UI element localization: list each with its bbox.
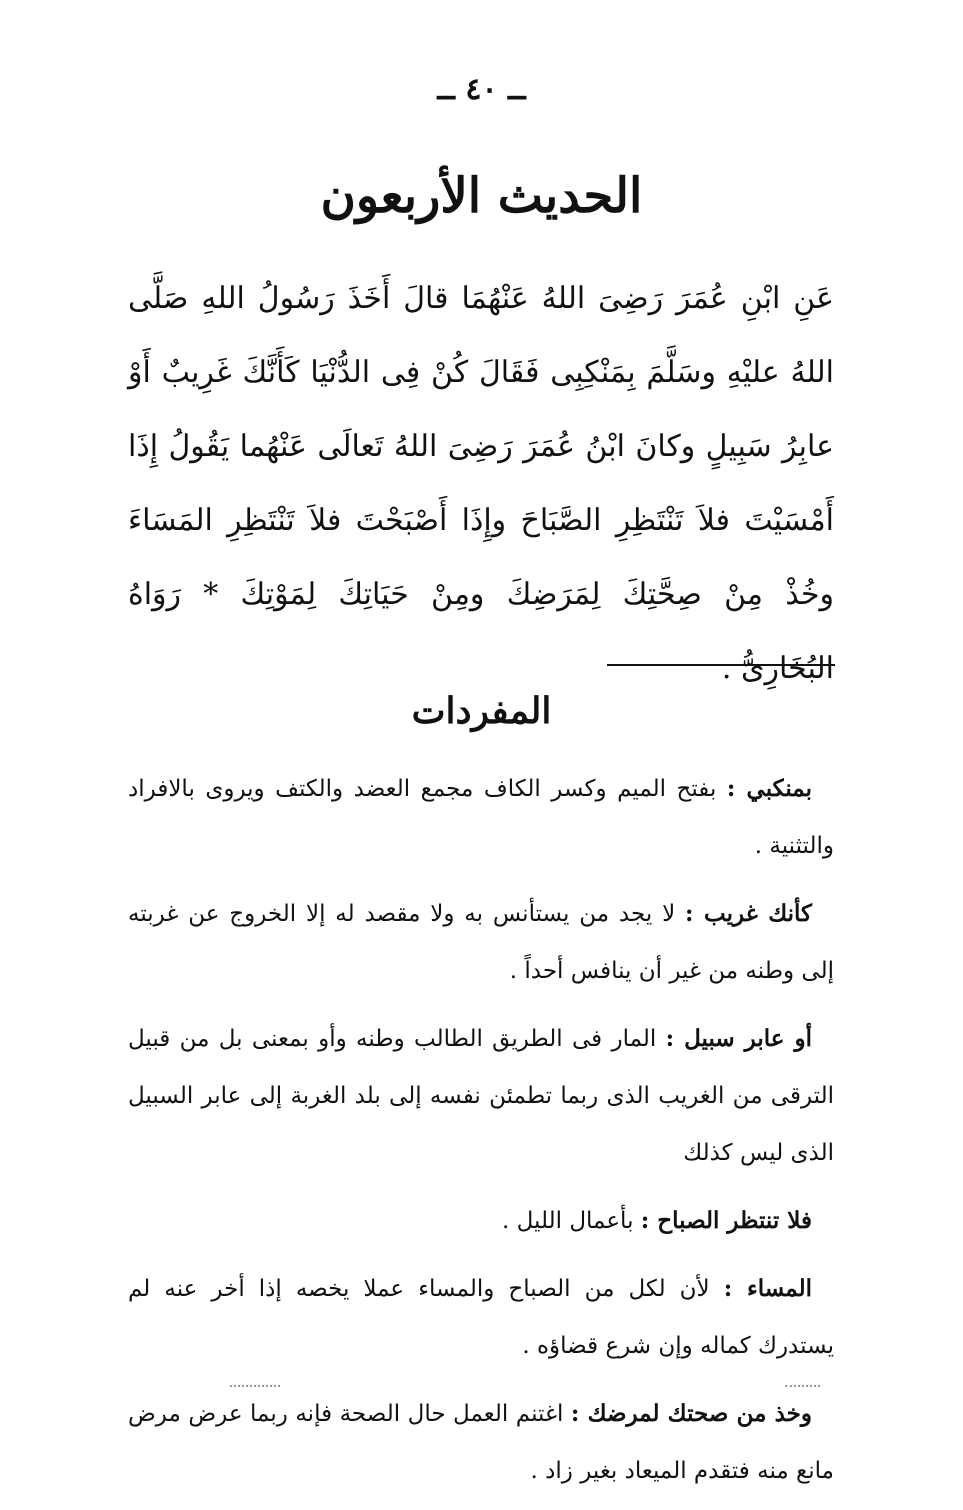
entry-definition: لا يجد من يستأنس به ولا مقصد له إلا الخروج عن غربته إلى وطنه من غير أن ينافس أحداً . bbox=[128, 901, 834, 984]
section-divider bbox=[607, 664, 835, 666]
scan-dots-left bbox=[230, 1385, 280, 1387]
scan-dots-right bbox=[785, 1385, 820, 1387]
entry-term: بمنكبي : bbox=[726, 775, 813, 802]
vocabulary-entry bbox=[128, 1192, 834, 1250]
entry-definition: لأن لكل من الصباح والمساء عملا يخصه إذا أخر عنه لم يستدرك كماله وإن شرع قضاؤه . bbox=[128, 1276, 834, 1359]
entry-definition: المار فى الطريق الطالب وطنه وأو بمعنى بل من قبيل الترقى من الغريب الذى ربما تطمئن نفسه إلى بلد الغربة إلى عابر السبيل الذى ليس كذلك bbox=[128, 1026, 834, 1166]
vocabulary-heading: المفردات bbox=[411, 690, 552, 732]
entry-term: المساء : bbox=[723, 1275, 812, 1302]
footer-scan-marks bbox=[0, 1385, 963, 1389]
hadith-title: الحديث الأربعون bbox=[320, 168, 643, 224]
vocabulary-entry bbox=[128, 760, 834, 875]
entry-term: أو عابر سبيل : bbox=[665, 1025, 813, 1052]
entry-term: فلا تنتظر الصباح : bbox=[640, 1207, 812, 1234]
vocabulary-entry bbox=[128, 885, 834, 1000]
hadith-text: عَنِ ابْنِ عُمَرَ رَضِىَ اللهُ عَنْهُمَا قالَ أَخَذَ رَسُولُ اللهِ صَلَّى اللهُ عليْهِ وسَلَّمَ بِمَنْكِبِى فَقَالَ كُنْ فِى الدُّنْيَا كَأَنَّكَ غَرِيبٌ أَوْ عابِرُ سَبِيلٍ وكانَ ابْنُ عُمَرَ رَضِىَ اللهُ تَعالَى عَنْهُما يَقُولُ إِذَا أَمْسَيْتَ فلاَ تَنْتَظِرِ الصَّبَاحَ وإِذَا أَصْبَحْتَ فلاَ تَنْتَظِرِ المَسَاءَ وخُذْ مِنْ صِحَّتِكَ لِمَرَضِكَ ومِنْ حَيَاتِكَ لِمَوْتِكَ * رَوَاهُ البُخَارِىُّ . bbox=[128, 281, 834, 686]
entry-definition: بفتح الميم وكسر الكاف مجمع العضد والكتف ويروى بالافراد والتثنية . bbox=[128, 776, 834, 859]
vocabulary-entry bbox=[128, 1010, 834, 1182]
entry-term: وخذ من صحتك لمرضك : bbox=[570, 1400, 813, 1427]
entry-term: كأنك غريب : bbox=[685, 900, 813, 927]
page-number: ــ ٤٠ ــ bbox=[437, 72, 526, 107]
vocabulary-list bbox=[128, 760, 834, 1510]
entry-definition: اغتنم العمل حال الصحة فإنه ربما عرض مرض مانع منه فتقدم الميعاد بغير زاد . bbox=[128, 1401, 834, 1484]
entry-definition: بأعمال الليل . bbox=[502, 1208, 634, 1234]
vocabulary-entry bbox=[128, 1260, 834, 1375]
